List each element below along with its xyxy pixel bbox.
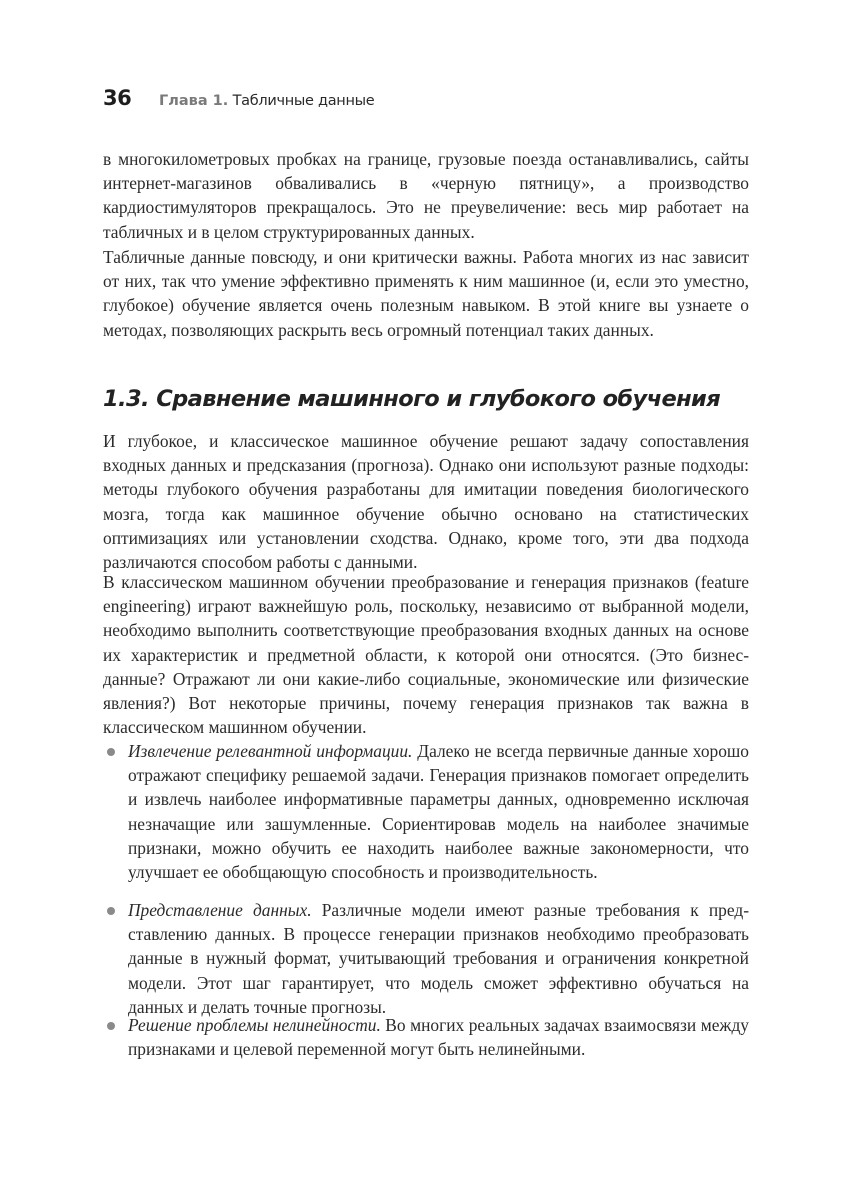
bullet-list [103,739,749,884]
list-item [103,1013,749,1061]
bullet-dot-icon [107,907,115,915]
bullet-list [103,1013,749,1061]
list-item-lead: Представление данных. [128,900,312,920]
list-item-lead: Решение проблемы нелинейности. [128,1015,381,1035]
page-number: 36 [103,86,132,110]
paragraph-continuation: в многокилометровых пробках на границе, грузовые поезда останавливались, сайты интернет-магазинов обваливались в «черную пятницу», а производство кардиостимуляторов прекращалось. Это не преувеличение: весь мир работает на табличных и в целом структурированных данных. [103,149,749,242]
list-item-text: Различные модели имеют разные требования к представлению данных. В процессе генерации признаков необходимо преобразовать данные в нужный формат, учитывающий требования и ограничения конкретной модели. Этот шаг гарантирует, что модель сможет эффективно обучаться на данных и делать точные прогнозы. [128,900,749,1017]
section-heading: 1.3. Сравнение машинного и глубокого обучения [103,386,721,412]
chapter-title: Табличные данные [228,93,375,109]
bullet-list [103,898,749,1019]
list-item [103,898,749,1019]
list-item-text: Во многих реальных задачах взаимосвязи между признаками и целевой переменной могут быть нелинейными. [128,1015,749,1060]
paragraph-tabular-data-importance: Табличные данные повсюду, и они критически важны. Работа многих из нас зависит от них, так что умение эффективно применять к ним машинное (и, если это уместно, глубокое) обучение является очень полезным навыком. В этой книге вы узнаете о методах, позволяющих раскрыть весь огромный потенциал таких данных. [103,247,749,340]
bullet-dot-icon [107,748,115,756]
paragraph-feature-engineering: В классическом машинном обучении преобразование и генерация признаков (feature engineering) играют важнейшую роль, поскольку, независимо от выбранной модели, необходимо выполнить соответствующие преобразования входных данных на основе их характеристик и предметной области, к которой они относятся. (Это бизнес-данные? Отражают ли они какие-либо социальные, экономические или физические явления?) Вот некоторые причины, почему генерация признаков так важна в классическом машинном обучении. [103,572,749,738]
running-head [103,86,374,116]
list-item-lead: Извлечение релевантной информации. [128,741,413,761]
chapter-label: Глава 1. [159,93,229,109]
list-item-text: Далеко не всегда первичные данные хорошо отражают специфику решаемой задачи. Генерация признаков помогает определить и извлечь наиболее информативные параметры данных, одновременно исключая незначащие или зашумленные. Сориентировав модель на наиболее значимые признаки, можно обучить ее находить наиболее важные закономерности, что улучшает ее обобщающую способность и производительность. [128,741,749,883]
bullet-dot-icon [107,1022,115,1030]
list-item [103,739,749,884]
paragraph-ml-vs-dl: И глубокое, и классическое машинное обучение решают задачу сопоставления входных данных и предсказания (прогноза). Однако они используют разные подходы: методы глубокого обучения разработаны для имитации поведения биологического мозга, тогда как машинное обучение обычно основано на статистических оптимизациях или установлении сходства. Однако, кроме того, эти два подхода различаются способом работы с данными. [103,431,749,573]
